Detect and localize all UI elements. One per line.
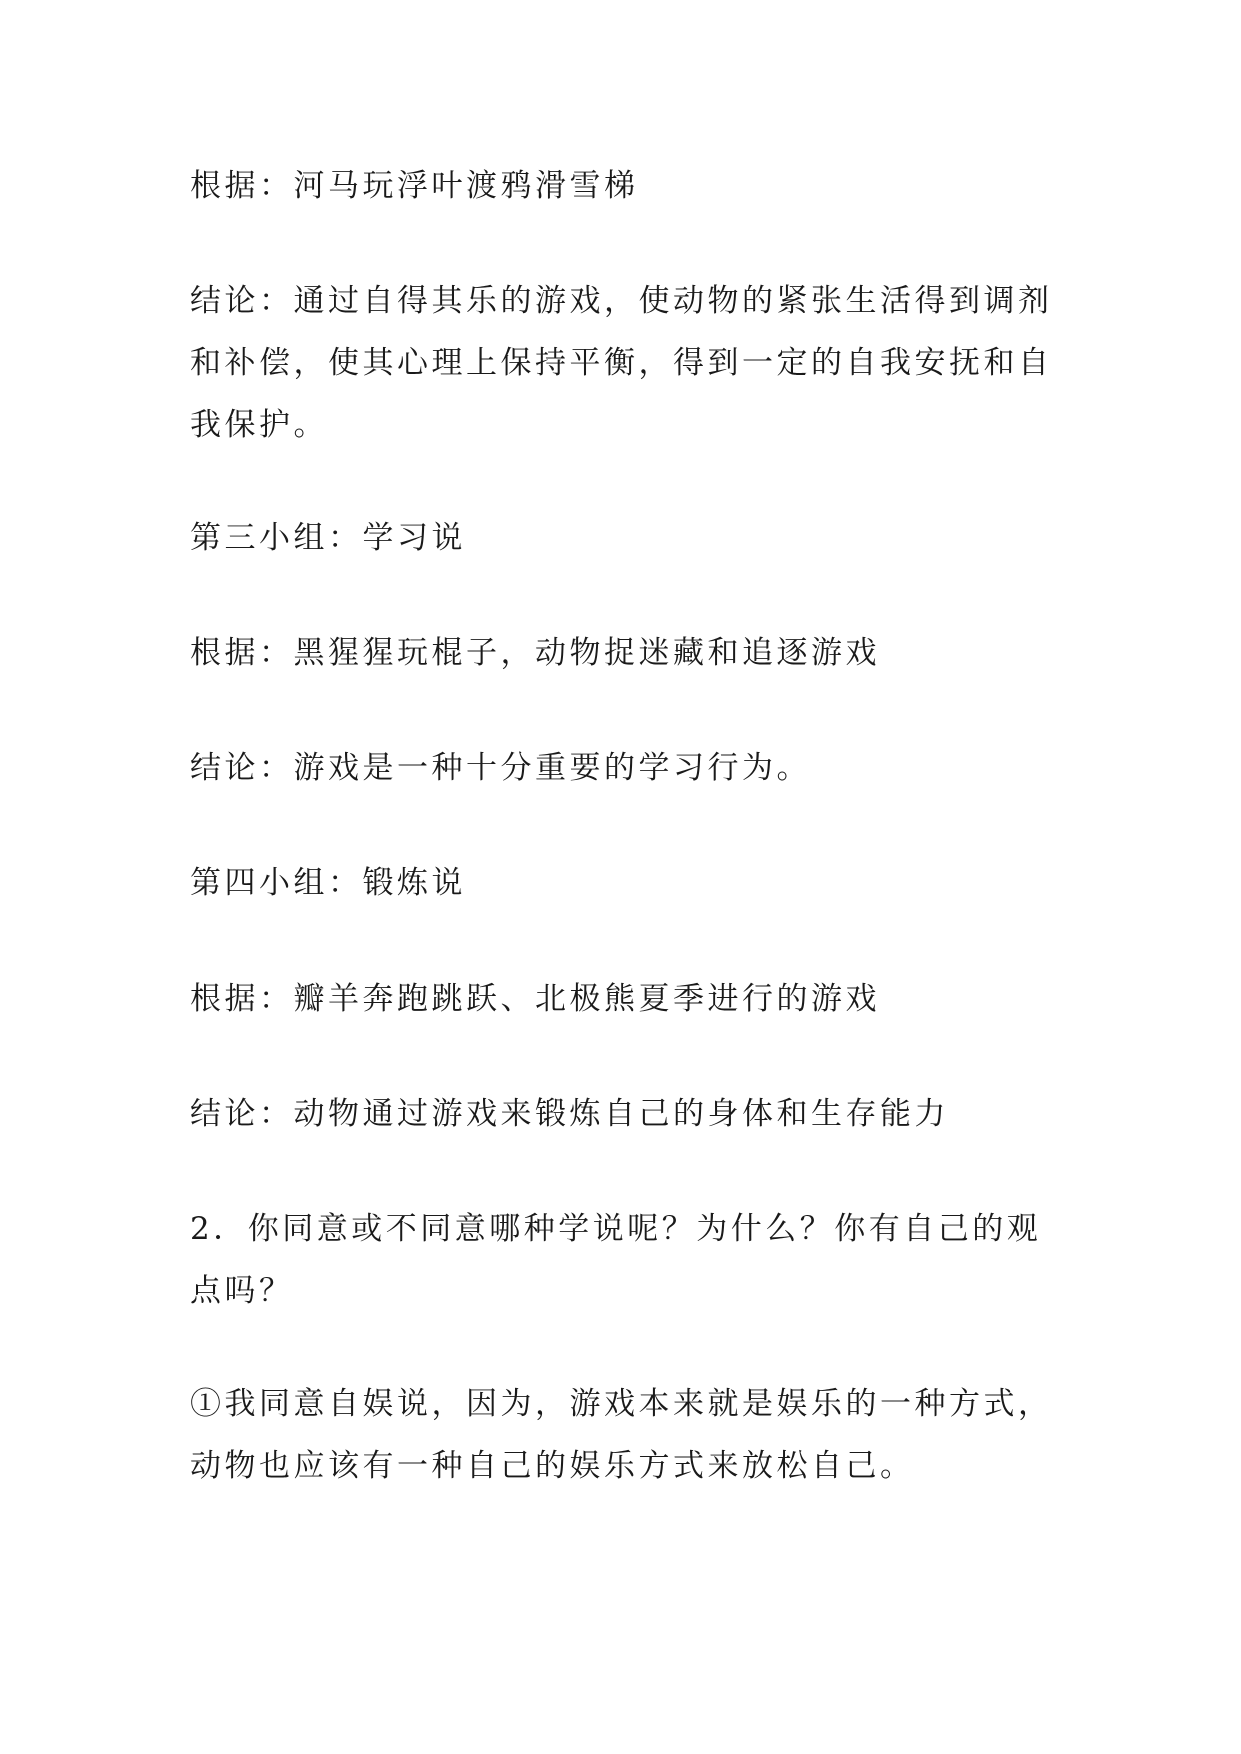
paragraph-conclusion-group2: 结论：通过自得其乐的游戏，使动物的紧张生活得到调剂和补偿，使其心理上保持平衡，得到一定的自我安抚和自我保护。 bbox=[190, 283, 1053, 443]
paragraph-answer-1: ①我同意自娱说，因为，游戏本来就是娱乐的一种方式，动物也应该有一种自己的娱乐方式来放松自己。 bbox=[190, 1386, 1053, 1484]
paragraph-evidence-group3: 根据：黑猩猩玩棍子，动物捉迷藏和追逐游戏 bbox=[190, 635, 880, 671]
paragraph-group4-heading: 第四小组：锻炼说 bbox=[190, 865, 466, 901]
paragraph-conclusion-group3: 结论：游戏是一种十分重要的学习行为。 bbox=[190, 750, 811, 786]
paragraph-evidence-group4: 根据：瓣羊奔跑跳跃、北极熊夏季进行的游戏 bbox=[190, 981, 880, 1017]
paragraph-group3-heading: 第三小组：学习说 bbox=[190, 520, 466, 556]
paragraph-question-2: 2．你同意或不同意哪种学说呢？为什么？你有自己的观点吗？ bbox=[190, 1211, 1042, 1309]
paragraph-conclusion-group4: 结论：动物通过游戏来锻炼自己的身体和生存能力 bbox=[190, 1096, 949, 1132]
paragraph-evidence-group2: 根据：河马玩浮叶渡鸦滑雪梯 bbox=[190, 168, 639, 204]
